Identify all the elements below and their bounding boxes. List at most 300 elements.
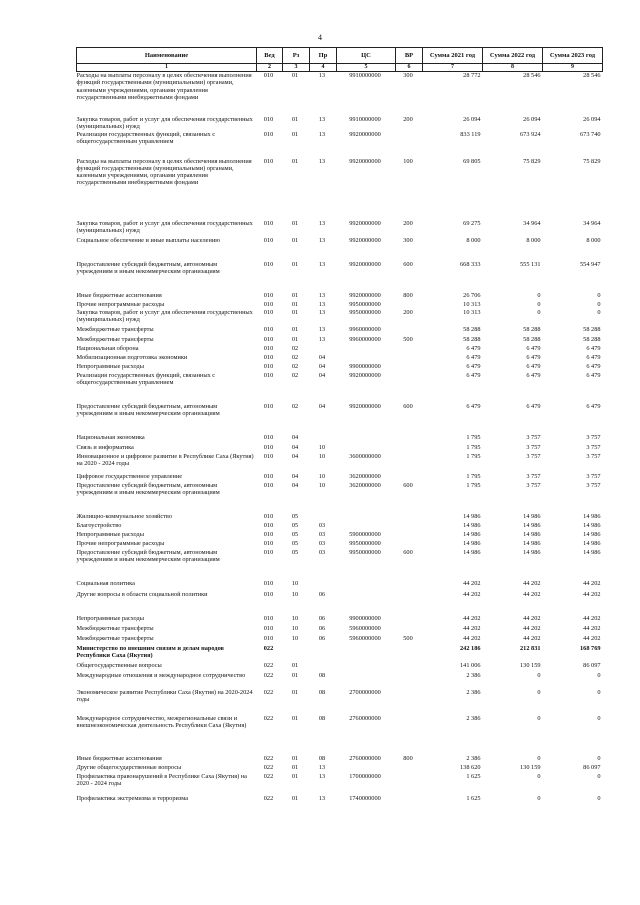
table-row — [77, 795, 603, 804]
row-sum-2023: 0 — [597, 714, 601, 722]
row-ved: 010 — [263, 614, 274, 622]
row-cs: 9920000000 — [349, 219, 381, 227]
row-sum-2021: 10 313 — [463, 300, 481, 308]
row-name: Межбюджетные трансферты — [76, 325, 154, 333]
table-row — [77, 220, 603, 237]
row-sum-2023: 58 288 — [583, 325, 601, 333]
row-cs: 9920000000 — [349, 371, 381, 379]
row-vr: 100 — [403, 157, 413, 165]
row-cs — [337, 764, 396, 773]
row-name: Закупка товаров, работ и услуг для обеспечения государственных (муниципальных) нужд — [76, 115, 253, 130]
row-sum-2022: 212 831 — [520, 644, 541, 652]
row-sum-2021: 1 795 — [466, 433, 481, 441]
row-sum-2022: 44 202 — [523, 590, 541, 598]
row-vr: 300 — [403, 236, 413, 244]
row-sum-2022: 58 288 — [523, 335, 541, 343]
header-ved: Вед — [257, 48, 283, 64]
row-ved: 010 — [263, 300, 274, 308]
row-vr: 500 — [403, 634, 413, 642]
table-row — [77, 531, 603, 540]
row-vr — [396, 795, 423, 804]
row-rz: 05 — [291, 548, 299, 556]
row-sum-2022: 14 986 — [523, 521, 541, 529]
row-cs — [337, 354, 396, 363]
row-sum-2023: 86 097 — [583, 661, 601, 669]
row-vr: 800 — [403, 754, 413, 762]
row-cs — [337, 591, 396, 615]
row-ved: 010 — [263, 512, 274, 520]
row-cs: 1740000000 — [349, 794, 381, 802]
row-vr: 600 — [403, 548, 413, 556]
budget-table — [76, 47, 603, 804]
row-rz: 01 — [291, 794, 299, 802]
row-ved: 010 — [263, 548, 274, 556]
row-vr — [396, 615, 423, 625]
row-name: Министерство по внешним связям и делам народов Республики Саха (Якутия) — [76, 644, 224, 659]
row-sum-2021: 1 795 — [466, 481, 481, 489]
table-body — [77, 72, 603, 804]
row-rz: 02 — [291, 371, 299, 379]
row-sum-2023: 6 479 — [586, 362, 601, 370]
row-ved: 010 — [263, 472, 274, 480]
row-ved: 022 — [263, 671, 274, 679]
table-row — [77, 672, 603, 689]
row-pr: 10 — [318, 452, 326, 460]
table-row — [77, 326, 603, 336]
table-row — [77, 292, 603, 301]
row-sum-2023: 28 546 — [583, 72, 601, 80]
table-row — [77, 453, 603, 473]
row-sum-2023: 26 094 — [583, 115, 601, 123]
row-rz: 02 — [291, 402, 299, 410]
row-vr — [396, 540, 423, 549]
row-sum-2021: 141 006 — [460, 661, 481, 669]
row-name: Профилактика экстремизма и терроризма — [76, 794, 188, 802]
row-sum-2021: 58 288 — [463, 335, 481, 343]
row-pr: 10 — [318, 443, 326, 451]
row-rz: 01 — [291, 763, 299, 771]
header-pr: Пр — [310, 48, 337, 64]
row-sum-2023: 0 — [597, 291, 601, 299]
row-rz: 04 — [291, 452, 299, 460]
row-sum-2021: 2 386 — [466, 671, 481, 679]
row-sum-2023: 0 — [597, 754, 601, 762]
row-sum-2023: 0 — [597, 688, 601, 696]
row-cs — [337, 672, 396, 689]
row-ved: 010 — [263, 308, 274, 316]
row-rz: 10 — [291, 590, 299, 598]
row-sum-2023: 0 — [597, 671, 601, 679]
row-pr — [310, 645, 337, 662]
row-cs: 9920000000 — [349, 402, 381, 410]
row-pr: 13 — [318, 291, 326, 299]
row-sum-2022: 14 986 — [523, 539, 541, 547]
column-number: 1 — [77, 64, 257, 72]
row-sum-2021: 14 986 — [463, 530, 481, 538]
row-ved: 022 — [263, 754, 274, 762]
row-pr: 08 — [318, 671, 326, 679]
row-rz: 01 — [291, 671, 299, 679]
row-sum-2021: 14 986 — [463, 548, 481, 556]
row-name: Иные бюджетные ассигнования — [76, 291, 162, 299]
table-row — [77, 715, 603, 755]
row-sum-2021: 1 795 — [466, 443, 481, 451]
column-number-row — [77, 64, 603, 72]
table-row — [77, 764, 603, 773]
row-sum-2022: 6 479 — [526, 362, 541, 370]
row-pr: 13 — [318, 219, 326, 227]
row-name: Расходы на выплаты персоналу в целях обеспечения выполнения функций государственными (муниципальными) органами, казенными учреждениями, органами управления государственными внебюджетными фондами — [76, 72, 252, 101]
row-vr: 600 — [403, 481, 413, 489]
row-name: Социальная политика — [76, 579, 135, 587]
table-row — [77, 434, 603, 444]
row-sum-2021: 44 202 — [463, 624, 481, 632]
row-ved: 010 — [263, 402, 274, 410]
row-pr: 06 — [318, 614, 326, 622]
row-sum-2022: 8 000 — [526, 236, 541, 244]
column-number: 2 — [257, 64, 283, 72]
row-rz: 04 — [291, 443, 299, 451]
row-cs: 9960000000 — [349, 335, 381, 343]
row-sum-2023: 0 — [597, 308, 601, 316]
row-rz: 04 — [291, 433, 299, 441]
row-ved: 010 — [263, 634, 274, 642]
row-name: Предоставление субсидий бюджетным, автономным учреждениям и иным некоммерческим организациям — [76, 260, 220, 275]
row-cs — [337, 345, 396, 354]
row-sum-2022: 44 202 — [523, 634, 541, 642]
row-ved: 010 — [263, 157, 274, 165]
row-vr — [396, 131, 423, 158]
row-pr: 10 — [318, 472, 326, 480]
row-cs — [337, 434, 396, 444]
row-sum-2023: 6 479 — [586, 371, 601, 379]
table-row — [77, 549, 603, 580]
row-ved: 010 — [263, 72, 274, 80]
row-sum-2022: 0 — [537, 300, 541, 308]
row-rz: 01 — [291, 325, 299, 333]
row-vr — [396, 531, 423, 540]
table-row — [77, 72, 603, 116]
row-rz: 02 — [291, 353, 299, 361]
row-pr: 03 — [318, 521, 326, 529]
row-pr: 06 — [318, 624, 326, 632]
row-name: Национальная экономика — [76, 433, 145, 441]
row-sum-2022: 0 — [537, 688, 541, 696]
row-ved: 010 — [263, 236, 274, 244]
row-vr: 800 — [403, 291, 413, 299]
row-cs: 9950000000 — [349, 548, 381, 556]
row-sum-2022: 0 — [537, 794, 541, 802]
row-ved: 010 — [263, 130, 274, 138]
header-vr: ВР — [396, 48, 423, 64]
row-cs: 3600000000 — [349, 452, 381, 460]
table-row — [77, 237, 603, 261]
row-sum-2021: 14 986 — [463, 512, 481, 520]
row-name: Связь и информатика — [76, 443, 134, 451]
row-name: Предоставление субсидий бюджетным, автономным учреждениям и иным некоммерческим организациям — [76, 548, 220, 563]
row-sum-2021: 833 119 — [460, 130, 481, 138]
row-sum-2023: 554 947 — [580, 260, 601, 268]
row-ved: 010 — [263, 335, 274, 343]
row-cs: 9900000000 — [349, 362, 381, 370]
row-rz: 01 — [291, 308, 299, 316]
row-sum-2022: 14 986 — [523, 548, 541, 556]
row-sum-2022: 6 479 — [526, 344, 541, 352]
row-rz: 01 — [291, 772, 299, 780]
row-sum-2022: 26 094 — [523, 115, 541, 123]
row-sum-2021: 69 275 — [463, 219, 481, 227]
row-ved: 010 — [263, 260, 274, 268]
row-cs — [337, 645, 396, 662]
row-ved: 022 — [263, 688, 274, 696]
row-sum-2023: 6 479 — [586, 344, 601, 352]
row-sum-2021: 1 625 — [466, 772, 481, 780]
row-vr: 200 — [403, 219, 413, 227]
column-number: 9 — [543, 64, 603, 72]
row-sum-2021: 1 795 — [466, 452, 481, 460]
row-sum-2021: 14 986 — [463, 539, 481, 547]
row-sum-2021: 668 333 — [460, 260, 481, 268]
row-name: Жилищно-коммунальное хозяйство — [76, 512, 173, 520]
row-rz: 04 — [291, 481, 299, 489]
row-sum-2021: 138 620 — [460, 763, 481, 771]
header-sum-2023: Сумма 2023 год — [543, 48, 603, 64]
row-sum-2023: 0 — [597, 794, 601, 802]
table-row — [77, 372, 603, 403]
row-vr — [396, 625, 423, 635]
row-vr — [396, 689, 423, 715]
row-sum-2022: 75 829 — [523, 157, 541, 165]
row-pr: 04 — [318, 362, 326, 370]
row-sum-2022: 0 — [537, 754, 541, 762]
row-cs — [337, 580, 396, 591]
table-row — [77, 635, 603, 645]
row-ved: 010 — [263, 579, 274, 587]
row-ved: 022 — [263, 772, 274, 780]
row-rz: 04 — [291, 472, 299, 480]
row-sum-2023: 44 202 — [583, 624, 601, 632]
row-sum-2022: 673 924 — [520, 130, 541, 138]
row-rz: 01 — [291, 714, 299, 722]
row-name: Цифровое государственное управление — [76, 472, 183, 480]
row-sum-2023: 3 757 — [586, 481, 601, 489]
table-row — [77, 591, 603, 615]
row-sum-2022: 555 131 — [520, 260, 541, 268]
row-rz: 10 — [291, 579, 299, 587]
row-sum-2023: 14 986 — [583, 539, 601, 547]
table-row — [77, 662, 603, 672]
row-pr: 13 — [318, 772, 326, 780]
table-row — [77, 403, 603, 434]
row-name: Прочие непрограммные расходы — [76, 300, 165, 308]
row-sum-2022: 3 757 — [526, 472, 541, 480]
row-rz: 02 — [291, 344, 299, 352]
row-sum-2022: 28 546 — [523, 72, 541, 80]
row-sum-2021: 6 479 — [466, 362, 481, 370]
row-cs — [337, 662, 396, 672]
row-cs: 9960000000 — [349, 325, 381, 333]
row-vr — [396, 522, 423, 531]
column-number: 8 — [483, 64, 543, 72]
row-vr — [396, 326, 423, 336]
row-sum-2021: 10 313 — [463, 308, 481, 316]
row-sum-2023: 6 479 — [586, 353, 601, 361]
row-rz: 01 — [291, 661, 299, 669]
row-pr — [310, 580, 337, 591]
row-sum-2022: 0 — [537, 714, 541, 722]
row-pr: 08 — [318, 714, 326, 722]
row-cs: 9950000000 — [349, 308, 381, 316]
table-row — [77, 755, 603, 764]
row-sum-2022: 6 479 — [526, 371, 541, 379]
row-pr: 04 — [318, 353, 326, 361]
row-sum-2022: 6 479 — [526, 353, 541, 361]
table-row — [77, 301, 603, 309]
row-ved: 010 — [263, 325, 274, 333]
row-pr: 04 — [318, 402, 326, 410]
row-name: Непрограммные расходы — [76, 614, 144, 622]
header-sum-2022: Сумма 2022 год — [483, 48, 543, 64]
row-rz: 01 — [291, 260, 299, 268]
row-sum-2021: 6 479 — [466, 353, 481, 361]
row-rz: 01 — [291, 130, 299, 138]
table-row — [77, 363, 603, 372]
table-row — [77, 336, 603, 345]
row-sum-2021: 28 772 — [463, 72, 481, 80]
row-vr — [396, 672, 423, 689]
row-cs — [337, 513, 396, 522]
header-sum-2021: Сумма 2021 год — [423, 48, 483, 64]
row-sum-2021: 44 202 — [463, 614, 481, 622]
row-sum-2021: 2 386 — [466, 754, 481, 762]
row-rz: 01 — [291, 754, 299, 762]
row-sum-2023: 0 — [597, 300, 601, 308]
row-pr: 13 — [318, 72, 326, 80]
row-name: Профилактика правонарушений в Республике Саха (Якутия) на 2020 - 2024 годы — [76, 772, 247, 787]
row-ved: 010 — [263, 371, 274, 379]
row-name: Другие общегосударственные вопросы — [76, 763, 182, 771]
row-sum-2021: 6 479 — [466, 344, 481, 352]
row-pr: 13 — [318, 308, 326, 316]
table-row — [77, 689, 603, 715]
row-vr — [396, 645, 423, 662]
table-row — [77, 261, 603, 292]
column-number: 7 — [423, 64, 483, 72]
row-vr — [396, 715, 423, 755]
row-rz: 05 — [291, 539, 299, 547]
row-pr — [310, 662, 337, 672]
row-ved: 010 — [263, 590, 274, 598]
row-sum-2023: 44 202 — [583, 614, 601, 622]
row-sum-2023: 168 769 — [580, 644, 601, 652]
column-number: 4 — [310, 64, 337, 72]
row-ved: 022 — [263, 714, 274, 722]
row-rz: 01 — [291, 688, 299, 696]
row-sum-2023: 3 757 — [586, 433, 601, 441]
table-row — [77, 615, 603, 625]
row-name: Инновационное и цифровое развитие в Республике Саха (Якутия) на 2020 - 2024 годы — [76, 452, 254, 467]
row-sum-2021: 2 386 — [466, 714, 481, 722]
row-cs: 9920000000 — [349, 236, 381, 244]
row-ved: 010 — [263, 291, 274, 299]
row-name: Международные отношения и международное сотрудничество — [76, 671, 246, 679]
row-rz: 01 — [291, 157, 299, 165]
row-sum-2023: 6 479 — [586, 402, 601, 410]
row-rz: 01 — [291, 300, 299, 308]
column-number: 6 — [396, 64, 423, 72]
row-cs: 5900000000 — [349, 530, 381, 538]
row-sum-2022: 34 964 — [523, 219, 541, 227]
row-cs: 5960000000 — [349, 634, 381, 642]
row-rz: 05 — [291, 512, 299, 520]
table-row — [77, 345, 603, 354]
row-ved: 010 — [263, 530, 274, 538]
row-sum-2021: 26 094 — [463, 115, 481, 123]
row-rz: 05 — [291, 530, 299, 538]
row-pr: 06 — [318, 634, 326, 642]
row-ved: 010 — [263, 481, 274, 489]
row-cs — [337, 522, 396, 531]
table-row — [77, 482, 603, 513]
table-row — [77, 116, 603, 131]
row-sum-2022: 44 202 — [523, 614, 541, 622]
row-pr: 03 — [318, 548, 326, 556]
row-name: Общегосударственные вопросы — [76, 661, 162, 669]
row-cs: 9920000000 — [349, 291, 381, 299]
row-pr — [310, 345, 337, 354]
row-cs: 9910000000 — [349, 72, 381, 80]
row-ved: 010 — [263, 624, 274, 632]
table-row — [77, 309, 603, 326]
table-row — [77, 540, 603, 549]
row-sum-2023: 44 202 — [583, 590, 601, 598]
row-cs: 9950000000 — [349, 539, 381, 547]
row-sum-2023: 58 288 — [583, 335, 601, 343]
row-sum-2022: 3 757 — [526, 481, 541, 489]
row-vr — [396, 580, 423, 591]
row-cs: 9920000000 — [349, 157, 381, 165]
row-ved: 010 — [263, 219, 274, 227]
row-rz — [283, 645, 310, 662]
row-pr: 04 — [318, 371, 326, 379]
row-pr: 13 — [318, 260, 326, 268]
row-name: Иные бюджетные ассигнования — [76, 754, 162, 762]
row-sum-2021: 1 795 — [466, 472, 481, 480]
row-vr — [396, 363, 423, 372]
row-rz: 01 — [291, 115, 299, 123]
row-sum-2022: 58 288 — [523, 325, 541, 333]
row-cs: 2700000000 — [349, 688, 381, 696]
row-rz: 10 — [291, 614, 299, 622]
row-vr: 300 — [403, 72, 413, 80]
row-ved: 022 — [263, 644, 274, 652]
row-pr: 13 — [318, 325, 326, 333]
row-sum-2023: 3 757 — [586, 452, 601, 460]
row-rz: 01 — [291, 291, 299, 299]
row-name: Предоставление субсидий бюджетным, автономным учреждениям и иным некоммерческим организациям — [76, 481, 220, 496]
row-sum-2021: 26 706 — [463, 291, 481, 299]
row-vr: 600 — [403, 260, 413, 268]
row-name: Закупка товаров, работ и услуг для обеспечения государственных (муниципальных) нужд — [76, 219, 253, 234]
row-sum-2023: 14 986 — [583, 548, 601, 556]
header-cs: ЦС — [337, 48, 396, 64]
row-sum-2023: 44 202 — [583, 634, 601, 642]
row-sum-2021: 14 986 — [463, 521, 481, 529]
row-pr: 13 — [318, 115, 326, 123]
row-sum-2022: 3 757 — [526, 443, 541, 451]
table-row — [77, 473, 603, 482]
row-name: Реализация государственных функций, связанных с общегосударственным управлением — [76, 371, 216, 386]
